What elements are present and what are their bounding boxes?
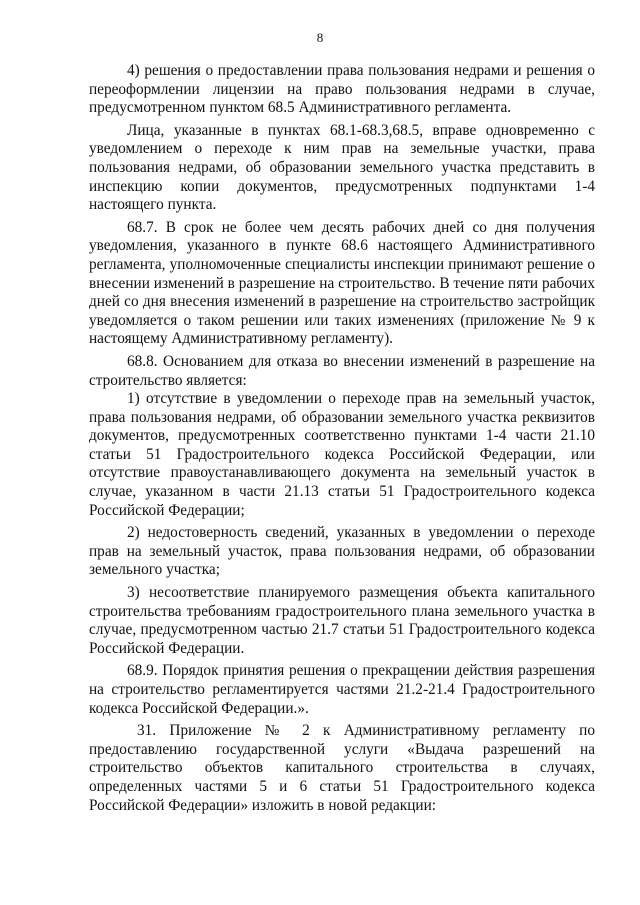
paragraph-item-4: 4) решения о предоставлении права пользования недрами и решения о переоформлении лицензии на право пользования недрами в случае, предусмотренном пунктом 68.5 Административного регламента.: [89, 62, 595, 117]
paragraph-68-8-item-1: 1) отсутствие в уведомлении о переходе прав на земельный участок, права пользования недрами, об образовании земельного участка реквизитов документов, предусмотренных соответственно пунктами 1-4 части 21.10 статьи 51 Градостроительного кодекса Российской Федерации, или отсутствие правоустанавливающего документа на земельный участок в случае, указанном в части 21.13 статьи 51 Градостроительного кодекса Российской Федерации;: [89, 390, 595, 519]
paragraph-persons-notice: Лица, указанные в пунктах 68.1-68.3,68.5, вправе одновременно с уведомлением о переходе к ним прав на земельные участки, права пользования недрами, об образовании земельного участка представить в инспекцию копии документов, предусмотренных подпунктами 1-4 настоящего пункта.: [89, 121, 595, 214]
paragraph-68-7: 68.7. В срок не более чем десять рабочих дней со дня получения уведомления, указанного в пункте 68.6 настоящего Административного регламента, уполномоченные специалисты инспекции принимают решение о внесении изменений в разрешение на строительство. В течение пяти рабочих дней со дня внесения изменений в разрешение на строительство застройщик уведомляется о таком решении или таких изменениях (приложение № 9 к настоящему Административному регламенту).: [89, 218, 595, 348]
document-body: [89, 62, 595, 819]
page-number: 8: [316, 30, 324, 45]
paragraph-68-8-item-2: 2) недостоверность сведений, указанных в уведомлении о переходе прав на земельный участок, права пользования недрами, об образовании земельного участка;: [89, 524, 595, 579]
paragraph-68-8-item-3: 3) несоответствие планируемого размещения объекта капитального строительства требованиям градостроительного плана земельного участка в случае, предусмотренном частью 21.7 статьи 51 Градостроительного кодекса Российской Федерации.: [89, 584, 595, 657]
paragraph-68-8: 68.8. Основанием для отказа во внесении изменений в разрешение на строительство является:: [89, 352, 595, 389]
paragraph-68-9: 68.9. Порядок принятия решения о прекращении действия разрешения на строительство регламентируется частями 21.2-21.4 Градостроительного кодекса Российской Федерации.».: [89, 662, 595, 717]
paragraph-31: 31. Приложение № 2 к Административному регламенту по предоставлению государственной услуги «Выдача разрешений на строительство объектов капитального строительства в случаях, определенных частями 5 и 6 статьи 51 Градостроительного кодекса Российской Федерации» изложить в новой редакции:: [89, 722, 595, 814]
